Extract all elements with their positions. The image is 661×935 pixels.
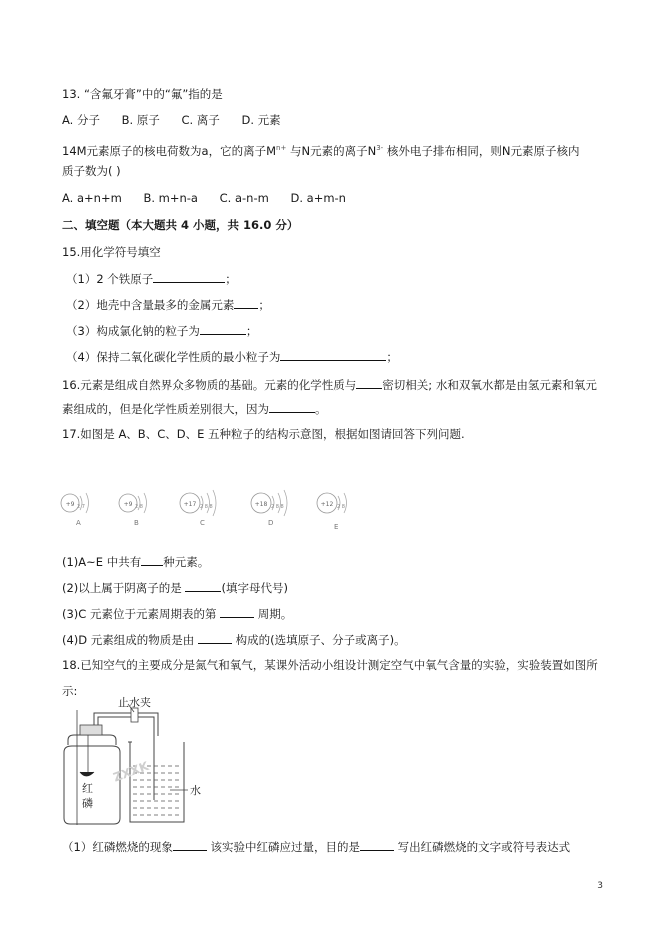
q16-text-c: 素组成的，但是化学性质差别很大，因为 <box>62 402 269 416</box>
q14-sup-m: n+ <box>276 144 287 152</box>
q13-stem: 13. “含氟牙膏”中的“氟”指的是 <box>62 87 223 101</box>
atom-c-nucleus: +17 <box>183 501 197 508</box>
q15-item-1-text: （1）2 个铁原子 <box>66 272 154 286</box>
phosphorus-label-1: 红 <box>82 782 93 795</box>
q14-sup-n: 3- <box>376 144 384 152</box>
atom-e-label: E <box>334 523 339 531</box>
atom-d-shells: 2 8 8 <box>271 504 284 510</box>
q17-sub3-b: 周期。 <box>254 607 293 621</box>
q17-sub4-a: (4)D 元素组成的物质是由 <box>62 633 198 647</box>
q18-sub1-b: 该实验中红磷应过量，目的是 <box>210 840 360 854</box>
atom-b-shells: 2 8 <box>135 504 143 510</box>
q16-text-b: 密切相关; 水和双氧水都是由氢元素和氧元 <box>382 378 597 392</box>
q17-sub1-b: 种元素。 <box>163 555 210 569</box>
q13-option-d: D. 元素 <box>241 113 281 127</box>
q14-option-a: A. a+n+m <box>62 191 122 205</box>
q15-item-4-end: ； <box>386 350 398 364</box>
q15-item-3-end: ； <box>245 324 258 338</box>
q14-option-d: D. a+m-n <box>290 191 346 205</box>
clamp-label: 止水夹 <box>118 696 151 709</box>
water-label: 水 <box>190 784 201 797</box>
q17-sub3-a: (3)C 元素位于元素周期表的第 <box>62 607 221 621</box>
q16-text-d: 。 <box>315 402 327 416</box>
q14-part2: 与N元素的离子N <box>290 144 377 158</box>
q16-text-a: 16.元素是组成自然界众多物质的基础。元素的化学性质与 <box>62 378 357 392</box>
atom-c-label: C <box>200 519 205 527</box>
q18-stem-line2: 示: <box>62 684 78 698</box>
q18-sub1 <box>62 838 570 855</box>
atom-b-nucleus: +9 <box>123 501 133 508</box>
q18-sub1-a: （1）红磷燃烧的现象 <box>62 840 173 854</box>
watermark-logo: ZXXK <box>111 758 151 785</box>
q15-item-2-end: ； <box>258 298 270 312</box>
q15-stem: 15.用化学符号填空 <box>62 245 161 259</box>
page-number: 3 <box>597 881 603 891</box>
phosphorus-label-2: 磷 <box>82 797 93 810</box>
atom-e-shells: 2 8 <box>337 504 345 510</box>
atom-c-shells: 2 8 8 <box>200 504 213 510</box>
atom-e-nucleus: +12 <box>320 501 334 508</box>
atom-a-label: A <box>76 519 81 527</box>
q13-option-a: A. 分子 <box>62 113 100 127</box>
section-title: 二、填空题（本大题共 4 小题，共 16.0 分） <box>62 218 299 232</box>
q17-sub1-a: (1)A~E 中共有 <box>62 555 142 569</box>
atom-d-label: D <box>268 519 274 527</box>
answer-blank[interactable] <box>360 838 394 851</box>
q18-sub1-c: 写出红磷燃烧的文字或符号表达式 <box>397 840 571 854</box>
q15-item-3-text: （3）构成氯化钠的粒子为 <box>66 324 200 338</box>
q14-part3: 核外电子排布相同，则N元素原子核内 <box>386 144 580 158</box>
q15-item-2-text: （2）地壳中含量最多的金属元素 <box>66 298 235 312</box>
atom-b-label: B <box>134 519 139 527</box>
q14-part1: 14M元素原子的核电荷数为a，它的离子M <box>62 144 277 158</box>
answer-blank[interactable] <box>173 838 207 851</box>
q17-sub2-a: (2)以上属于阴离子的是 <box>62 581 186 595</box>
q17-sub4-b: 构成的(选填原子、分子或离子)。 <box>231 633 406 647</box>
q13-option-c: C. 离子 <box>181 113 220 127</box>
q18-stem-line1: 18.已知空气的主要成分是氮气和氧气，某课外活动小组设计测定空气中氧气含量的实验，实验装置如图所 <box>62 658 598 672</box>
q17-stem: 17.如图是 A、B、C、D、E 五种粒子的结构示意图，根据如图请回答下列问题. <box>62 427 465 441</box>
q17-sub2-b: (填字母代号) <box>221 581 288 595</box>
atom-a-nucleus: +9 <box>65 501 75 508</box>
q15-item-4-text: （4）保持二氧化碳化学性质的最小粒子为 <box>66 350 281 364</box>
q14-option-b: B. m+n-a <box>143 191 198 205</box>
q13-option-b: B. 原子 <box>121 113 160 127</box>
q14-stem-line2: 质子数为( ) <box>62 164 121 178</box>
atom-a-shells: 2 7 <box>77 504 85 510</box>
atom-d-nucleus: +18 <box>254 501 268 508</box>
q14-option-c: C. a-n-m <box>219 191 269 205</box>
q15-item-1-end: ； <box>225 272 237 286</box>
